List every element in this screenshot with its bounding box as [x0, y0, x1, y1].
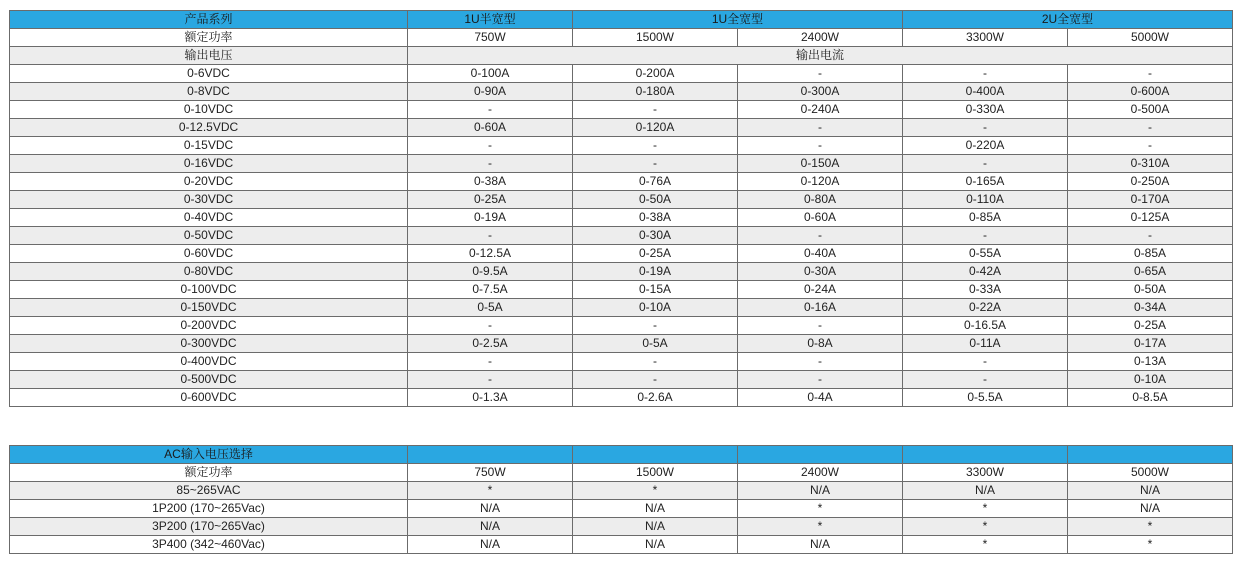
value-cell: 0-24A [738, 281, 903, 299]
row-label: 0-40VDC [10, 209, 408, 227]
value-cell: N/A [408, 536, 573, 554]
value-cell: - [408, 155, 573, 173]
value-cell: 0-80A [738, 191, 903, 209]
value-cell: * [1068, 536, 1233, 554]
output-voltage-label: 输出电压 [10, 47, 408, 65]
row-label: 0-80VDC [10, 263, 408, 281]
value-cell: - [903, 119, 1068, 137]
value-cell: 0-90A [408, 83, 573, 101]
ac-input-row [10, 536, 1233, 554]
value-cell: 0-2.5A [408, 335, 573, 353]
ac-input-row [10, 500, 1233, 518]
value-cell: * [1068, 518, 1233, 536]
value-cell: - [408, 137, 573, 155]
value-cell: 0-100A [408, 65, 573, 83]
value-cell: 0-38A [408, 173, 573, 191]
ac-input-row [10, 518, 1233, 536]
value-cell: 0-300A [738, 83, 903, 101]
voltage-row [10, 335, 1233, 353]
value-cell: 0-85A [1068, 245, 1233, 263]
row-label: 3P200 (170~265Vac) [10, 518, 408, 536]
value-cell: 0-600A [1068, 83, 1233, 101]
value-cell: 0-5A [408, 299, 573, 317]
value-cell: - [903, 353, 1068, 371]
row-label: 0-60VDC [10, 245, 408, 263]
value-cell: 0-30A [573, 227, 738, 245]
power-cell: 1500W [573, 29, 738, 47]
voltage-header-row [10, 47, 1233, 65]
value-cell: 0-25A [408, 191, 573, 209]
voltage-row [10, 263, 1233, 281]
value-cell: N/A [903, 482, 1068, 500]
row-label: 0-20VDC [10, 173, 408, 191]
value-cell: 0-120A [573, 119, 738, 137]
value-cell: N/A [573, 518, 738, 536]
voltage-row [10, 191, 1233, 209]
value-cell: 0-180A [573, 83, 738, 101]
value-cell: 0-40A [738, 245, 903, 263]
value-cell: 0-165A [903, 173, 1068, 191]
row-label: 0-200VDC [10, 317, 408, 335]
voltage-row [10, 173, 1233, 191]
value-cell: 0-10A [1068, 371, 1233, 389]
voltage-row [10, 119, 1233, 137]
row-label: 85~265VAC [10, 482, 408, 500]
power-label: 额定功率 [10, 29, 408, 47]
value-cell: - [1068, 137, 1233, 155]
value-cell: N/A [1068, 482, 1233, 500]
output-current-label: 输出电流 [408, 47, 1233, 65]
ac-input-header-row [10, 446, 1233, 464]
value-cell: 0-400A [903, 83, 1068, 101]
value-cell: - [738, 353, 903, 371]
value-cell: N/A [408, 500, 573, 518]
value-cell: 0-15A [573, 281, 738, 299]
ac-power-row [10, 464, 1233, 482]
voltage-row [10, 317, 1233, 335]
value-cell: 0-50A [573, 191, 738, 209]
value-cell: 0-8.5A [1068, 389, 1233, 407]
value-cell: - [738, 65, 903, 83]
value-cell: N/A [1068, 500, 1233, 518]
ac-input-label: AC输入电压选择 [10, 446, 408, 464]
value-cell: 0-60A [408, 119, 573, 137]
output-spec-table [9, 10, 1233, 407]
row-label: 0-30VDC [10, 191, 408, 209]
row-label: 0-12.5VDC [10, 119, 408, 137]
power-cell: 2400W [738, 29, 903, 47]
value-cell: 0-11A [903, 335, 1068, 353]
series-group-1u-full: 1U全宽型 [573, 11, 903, 29]
series-group-2u-full: 2U全宽型 [903, 11, 1233, 29]
series-header-row [10, 11, 1233, 29]
value-cell: 0-8A [738, 335, 903, 353]
value-cell: N/A [408, 518, 573, 536]
row-label: 0-15VDC [10, 137, 408, 155]
value-cell: N/A [738, 482, 903, 500]
value-cell: 0-16A [738, 299, 903, 317]
value-cell: - [1068, 65, 1233, 83]
voltage-row [10, 101, 1233, 119]
value-cell: 0-16.5A [903, 317, 1068, 335]
value-cell: - [903, 371, 1068, 389]
value-cell: - [573, 101, 738, 119]
value-cell: * [573, 482, 738, 500]
power-cell: 750W [408, 29, 573, 47]
value-cell: 0-5A [573, 335, 738, 353]
value-cell: 0-34A [1068, 299, 1233, 317]
value-cell: - [1068, 227, 1233, 245]
value-cell: 0-13A [1068, 353, 1233, 371]
value-cell: 0-5.5A [903, 389, 1068, 407]
value-cell: - [573, 353, 738, 371]
value-cell: 0-250A [1068, 173, 1233, 191]
voltage-row [10, 281, 1233, 299]
value-cell: 0-310A [1068, 155, 1233, 173]
row-label: 0-16VDC [10, 155, 408, 173]
value-cell: - [738, 317, 903, 335]
voltage-row [10, 227, 1233, 245]
row-label: 1P200 (170~265Vac) [10, 500, 408, 518]
value-cell: N/A [738, 536, 903, 554]
value-cell: 0-60A [738, 209, 903, 227]
value-cell: 0-150A [738, 155, 903, 173]
row-label: 3P400 (342~460Vac) [10, 536, 408, 554]
row-label: 0-100VDC [10, 281, 408, 299]
value-cell: 0-33A [903, 281, 1068, 299]
value-cell: * [903, 518, 1068, 536]
voltage-row [10, 155, 1233, 173]
value-cell: 0-120A [738, 173, 903, 191]
value-cell: 0-10A [573, 299, 738, 317]
value-cell: 0-240A [738, 101, 903, 119]
voltage-row [10, 83, 1233, 101]
ac-input-row [10, 482, 1233, 500]
value-cell: - [573, 155, 738, 173]
row-label: 0-10VDC [10, 101, 408, 119]
value-cell: 0-50A [1068, 281, 1233, 299]
series-group-1u-half: 1U半宽型 [408, 11, 573, 29]
power-cell: 2400W [738, 464, 903, 482]
value-cell: - [738, 137, 903, 155]
value-cell: - [408, 353, 573, 371]
value-cell: 0-76A [573, 173, 738, 191]
value-cell: - [903, 65, 1068, 83]
value-cell: - [408, 227, 573, 245]
series-label: 产品系列 [10, 11, 408, 29]
value-cell: - [738, 119, 903, 137]
value-cell: 0-85A [903, 209, 1068, 227]
value-cell: * [903, 500, 1068, 518]
value-cell: 0-500A [1068, 101, 1233, 119]
power-cell: 1500W [573, 464, 738, 482]
power-cell: 750W [408, 464, 573, 482]
value-cell: 0-25A [573, 245, 738, 263]
value-cell: 0-110A [903, 191, 1068, 209]
value-cell: - [408, 317, 573, 335]
power-cell: 3300W [903, 464, 1068, 482]
value-cell: 0-200A [573, 65, 738, 83]
value-cell: 0-25A [1068, 317, 1233, 335]
value-cell: 0-4A [738, 389, 903, 407]
power-row [10, 29, 1233, 47]
value-cell: - [408, 101, 573, 119]
voltage-row [10, 65, 1233, 83]
row-label: 0-8VDC [10, 83, 408, 101]
value-cell: - [408, 371, 573, 389]
power-cell: 3300W [903, 29, 1068, 47]
value-cell: - [573, 317, 738, 335]
voltage-row [10, 245, 1233, 263]
voltage-row [10, 353, 1233, 371]
value-cell: 0-2.6A [573, 389, 738, 407]
value-cell: 0-30A [738, 263, 903, 281]
value-cell: 0-17A [1068, 335, 1233, 353]
value-cell: 0-55A [903, 245, 1068, 263]
voltage-row [10, 371, 1233, 389]
value-cell: - [903, 155, 1068, 173]
row-label: 0-6VDC [10, 65, 408, 83]
value-cell: 0-9.5A [408, 263, 573, 281]
value-cell: N/A [573, 536, 738, 554]
value-cell: * [738, 518, 903, 536]
value-cell: 0-19A [408, 209, 573, 227]
value-cell: - [738, 227, 903, 245]
power-cell: 5000W [1068, 29, 1233, 47]
value-cell: 0-19A [573, 263, 738, 281]
value-cell: 0-330A [903, 101, 1068, 119]
value-cell: 0-22A [903, 299, 1068, 317]
power-cell: 5000W [1068, 464, 1233, 482]
value-cell: - [573, 137, 738, 155]
row-label: 0-300VDC [10, 335, 408, 353]
value-cell: 0-38A [573, 209, 738, 227]
voltage-row [10, 299, 1233, 317]
value-cell: * [408, 482, 573, 500]
value-cell: 0-7.5A [408, 281, 573, 299]
value-cell: - [903, 227, 1068, 245]
row-label: 0-400VDC [10, 353, 408, 371]
value-cell: N/A [573, 500, 738, 518]
power-label: 额定功率 [10, 464, 408, 482]
voltage-row [10, 389, 1233, 407]
row-label: 0-500VDC [10, 371, 408, 389]
value-cell: 0-1.3A [408, 389, 573, 407]
row-label: 0-600VDC [10, 389, 408, 407]
voltage-row [10, 137, 1233, 155]
value-cell: - [738, 371, 903, 389]
value-cell: * [738, 500, 903, 518]
value-cell: 0-125A [1068, 209, 1233, 227]
row-label: 0-50VDC [10, 227, 408, 245]
value-cell: - [1068, 119, 1233, 137]
voltage-row [10, 209, 1233, 227]
value-cell: 0-220A [903, 137, 1068, 155]
ac-input-table [9, 445, 1233, 554]
value-cell: * [903, 536, 1068, 554]
value-cell: - [573, 371, 738, 389]
row-label: 0-150VDC [10, 299, 408, 317]
value-cell: 0-65A [1068, 263, 1233, 281]
value-cell: 0-170A [1068, 191, 1233, 209]
value-cell: 0-42A [903, 263, 1068, 281]
value-cell: 0-12.5A [408, 245, 573, 263]
